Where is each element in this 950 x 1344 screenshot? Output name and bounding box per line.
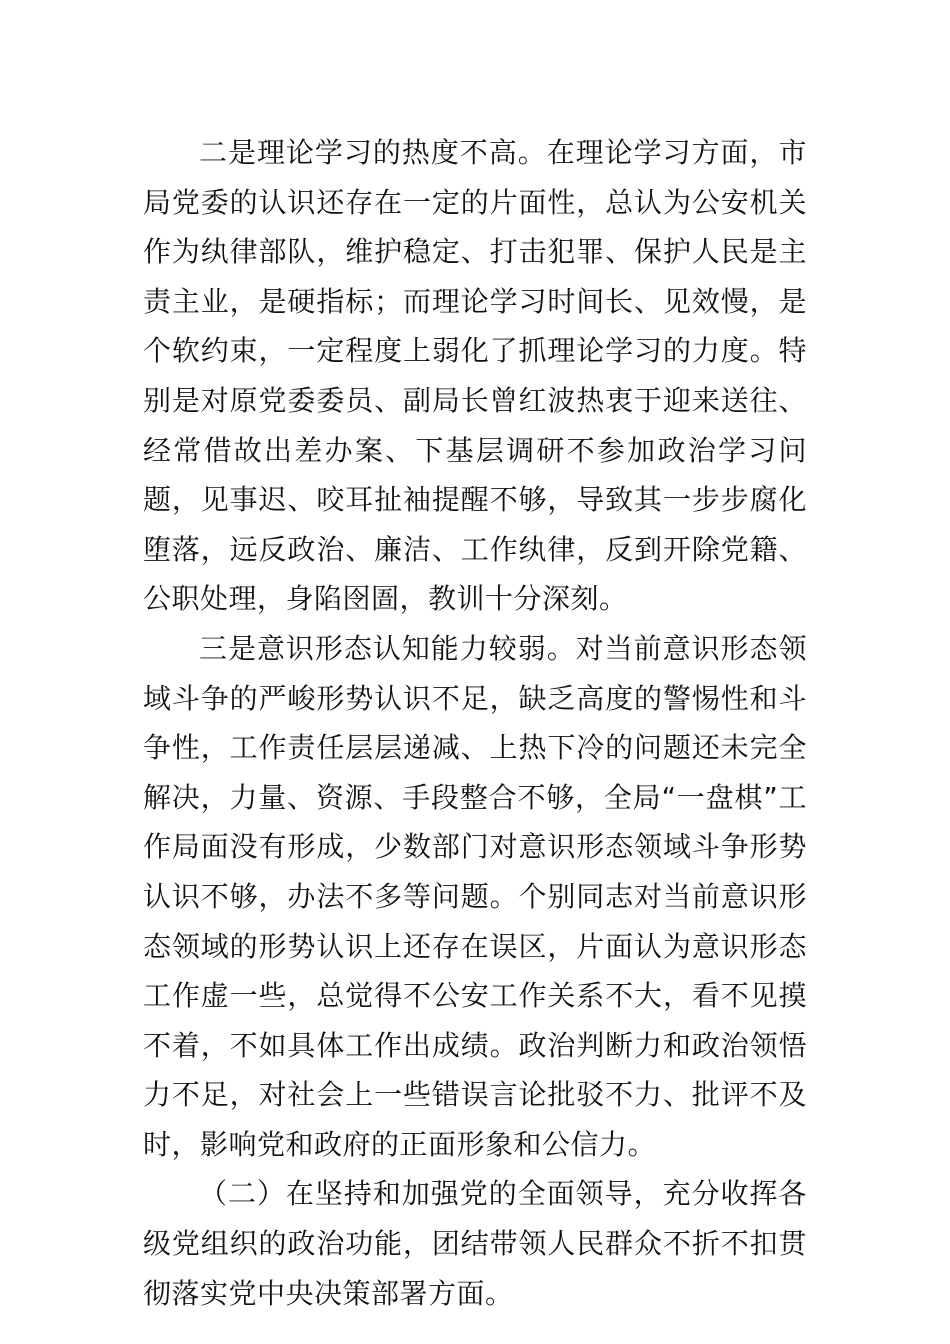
paragraph-theory-study: 二是理论学习的热度不高。在理论学习方面，市局党委的认识还存在一定的片面性，总认为公安机关作为纨律部队，维护稳定、打击犯罪、保护人民是主责主业，是硬指标；而理论学习时间长、见效慢，是个软约束，一定程度上弱化了抓理论学习的力度。特别是对原党委委员、副局长曾红波热衷于迎来送往、经常借故出差办案、下基层调研不参加政治学习问题，见事迟、咬耳扯袖提醒不够，导致其一步步腐化堕落，远反政治、廉洁、工作纨律，反到开除党籍、公职处理，身陷囹圄，教训十分深刻。 <box>143 136 807 616</box>
paragraph-ideology-awareness: 三是意识形态认知能力较弱。对当前意识形态领域斗争的严峻形势认识不足，缺乏高度的警惕性和斗争性，工作责任层层递减、上热下冷的问题还未完全解决，力量、资源、手段整合不够，全局“一盘棋”工作局面没有形成，少数部门对意识形态领域斗争形势认识不够，办法不多等问题。个别同志对当前意识形态领域的形势认识上还存在误区，片面认为意识形态工作虚一些，总觉得不公安工作关系不大，看不见摸不着，不如具体工作出成绩。政治判断力和政治领悟力不足，对社会上一些错误言论批驳不力、批评不及时，影响党和政府的正面形象和公信力。 <box>143 631 807 1161</box>
document-page <box>143 128 807 1318</box>
paragraph-section-two-heading: （二）在坚持和加强党的全面领导，充分收挥各级党组织的政治功能，团结带领人民群众不折不扣贯彻落实党中央决策部署方面。 <box>143 1177 807 1310</box>
